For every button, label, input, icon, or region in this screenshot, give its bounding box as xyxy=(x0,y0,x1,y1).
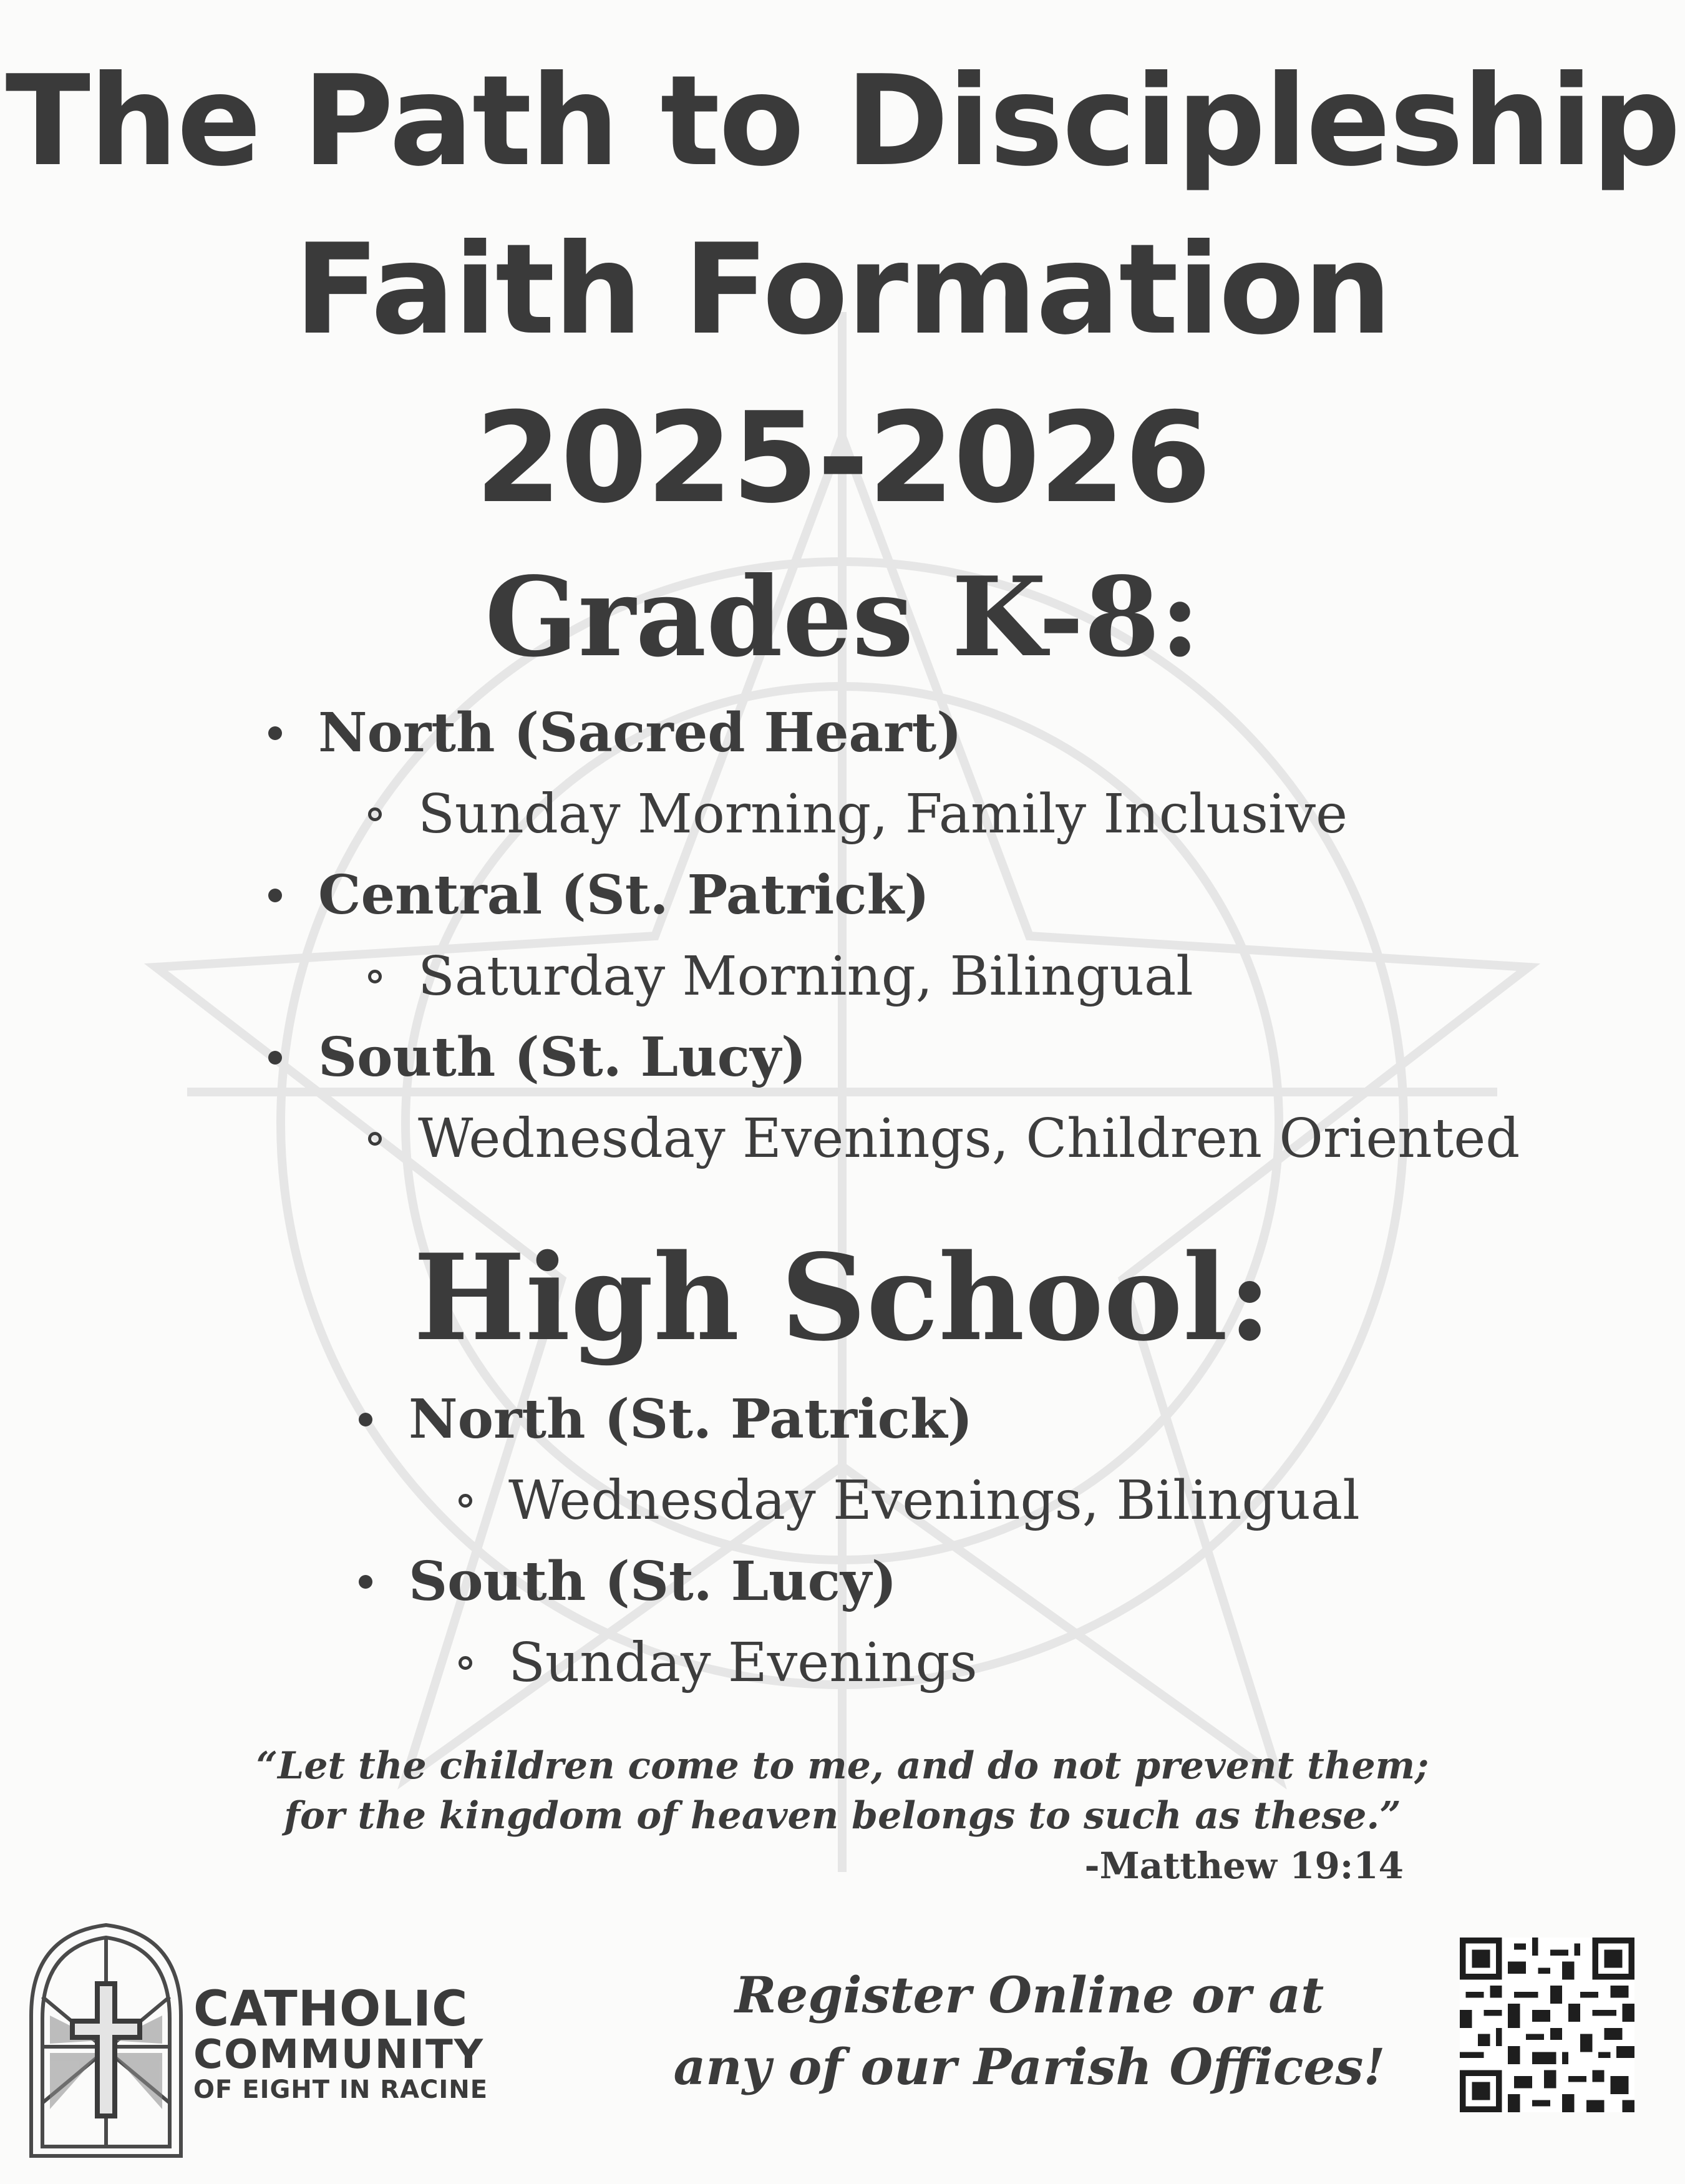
list-item xyxy=(318,1098,1520,1179)
register-line-2: any of our Parish Offices! xyxy=(673,2037,1386,2096)
title-block xyxy=(0,37,1685,543)
k8-heading: Grades K-8: xyxy=(485,553,1200,681)
schedule-text: Sunday Evenings xyxy=(508,1632,978,1694)
location-name: South (St. Lucy) xyxy=(318,1026,807,1089)
list-item xyxy=(318,774,1520,855)
location-name: Central (St. Patrick) xyxy=(318,864,930,927)
quote-line-2: for the kingdom of heaven belongs to such as these.” xyxy=(284,1794,1401,1838)
bullet-icon xyxy=(268,889,282,902)
high-school-heading: High School: xyxy=(413,1228,1272,1367)
sub-bullet-icon xyxy=(459,1656,472,1670)
quote-line-1: “Let the children come to me, and do not prevent them; xyxy=(256,1744,1429,1788)
bullet-icon xyxy=(268,1051,282,1065)
sub-bullet-icon xyxy=(459,1494,472,1508)
list-item xyxy=(409,1622,1360,1704)
sub-bullet-icon xyxy=(368,1132,382,1146)
schedule-text: Wednesday Evenings, Children Oriented xyxy=(418,1108,1520,1170)
location-name: South (St. Lucy) xyxy=(409,1550,897,1613)
logo-line-2: COMMUNITY xyxy=(193,2032,485,2078)
list-item xyxy=(318,936,1520,1017)
sub-bullet-icon xyxy=(368,807,382,821)
list-item xyxy=(318,855,1520,936)
list-item xyxy=(409,1541,1360,1622)
bullet-icon xyxy=(268,726,282,740)
register-callout xyxy=(655,1959,1404,2103)
location-name: North (Sacred Heart) xyxy=(318,701,962,764)
title-line-2: Faith Formation xyxy=(294,217,1391,363)
schedule-text: Saturday Morning, Bilingual xyxy=(418,945,1193,1008)
location-name: North (St. Patrick) xyxy=(409,1388,973,1451)
list-item xyxy=(409,1379,1360,1460)
list-item xyxy=(409,1460,1360,1541)
register-line-1: Register Online or at xyxy=(734,1966,1324,2024)
k8-location-list xyxy=(318,693,1520,1179)
title-line-3: 2025-2026 xyxy=(475,386,1210,531)
bullet-icon xyxy=(359,1575,372,1589)
schedule-text: Wednesday Evenings, Bilingual xyxy=(508,1470,1360,1532)
list-item xyxy=(318,1017,1520,1098)
title-line-1: The Path to Discipleship xyxy=(5,49,1680,194)
list-item xyxy=(318,693,1520,774)
logo-line-3: OF EIGHT IN RACINE xyxy=(193,2075,488,2104)
quote-citation: -Matthew 19:14 xyxy=(1084,1845,1404,1887)
sub-bullet-icon xyxy=(368,970,382,983)
logo-line-1: CATHOLIC xyxy=(193,1981,469,2037)
schedule-text: Sunday Morning, Family Inclusive xyxy=(418,783,1348,846)
high-school-location-list xyxy=(409,1379,1360,1704)
logo-wordmark xyxy=(193,1981,488,2104)
bullet-icon xyxy=(359,1413,372,1426)
qr-code-icon[interactable] xyxy=(1460,1938,1634,2112)
